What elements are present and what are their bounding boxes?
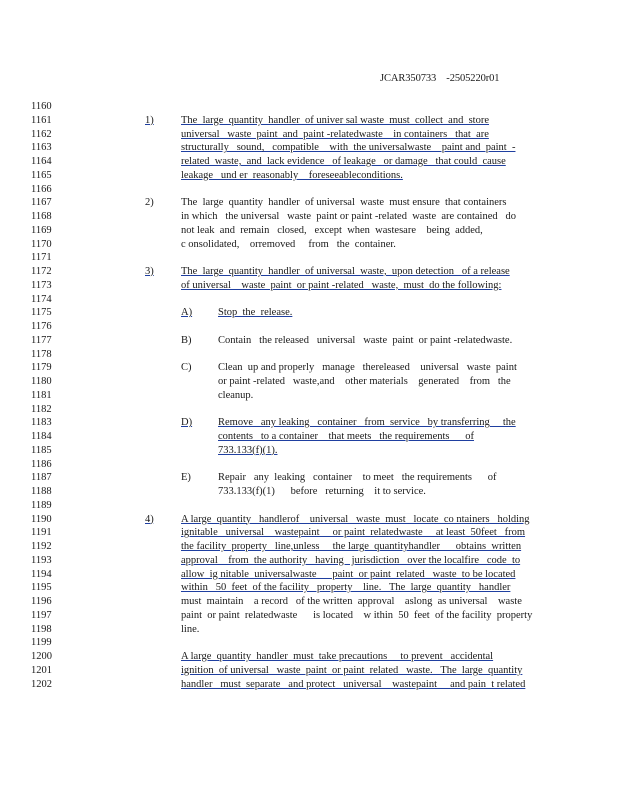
doc-revision: -2505220r01 xyxy=(446,73,500,84)
line-number: 1197 xyxy=(31,609,52,621)
text-line: 733.133(f)(1) before returning it to service. xyxy=(218,486,426,497)
item-label: 1) xyxy=(145,114,154,126)
text-line: Stop the release. xyxy=(218,307,293,319)
text-line: ignitable universal wastepaint or paint relatedwaste at least 50feet from xyxy=(181,527,526,539)
text-line: the facility property line,unless the large quantityhandler obtains written xyxy=(181,541,522,552)
text-line: structurally sound, compatible with the universalwaste paint and paint - xyxy=(181,142,516,154)
text-line: leakage und er reasonably foreseeableconditions. xyxy=(181,169,403,181)
text-line: The large quantity handler of universal waste must ensure that containers xyxy=(181,197,507,209)
item-label: B) xyxy=(181,334,192,346)
line-number: 1201 xyxy=(31,664,52,676)
line-number: 1170 xyxy=(31,238,52,250)
line-number: 1166 xyxy=(31,183,52,195)
text-line: Remove any leaking container from service by transferring the xyxy=(218,417,516,429)
line-number: 1176 xyxy=(31,321,52,332)
text-line: or paint -related waste,and other materials generated from the xyxy=(218,376,511,387)
line-number: 1187 xyxy=(31,472,52,484)
line-number: 1195 xyxy=(31,582,52,594)
line-number: 1178 xyxy=(31,348,52,360)
line-number: 1182 xyxy=(31,403,52,415)
line-number: 1196 xyxy=(31,596,52,607)
doc-id: JCAR350733 xyxy=(380,73,437,84)
text-line: allow ig nitable universalwaste paint or paint related waste to be located xyxy=(181,568,516,580)
line-number: 1169 xyxy=(31,224,52,236)
line-number: 1163 xyxy=(31,142,52,154)
line-number: 1180 xyxy=(31,376,52,387)
line-number: 1191 xyxy=(31,527,52,539)
line-number: 1175 xyxy=(31,307,52,319)
line-number: 1179 xyxy=(31,362,52,374)
text-line: in which the universal waste paint or paint -related waste are contained do xyxy=(181,211,517,222)
text-line: A large quantity handler must take precautions to prevent accidental xyxy=(181,651,494,662)
text-line: The large quantity handler of universal waste, upon detection of a release xyxy=(181,266,510,277)
text-line: within 50 feet of the facility property line. The large quantity handler xyxy=(181,582,511,594)
text-line: Contain the released universal waste paint or paint -relatedwaste. xyxy=(218,334,513,346)
item-label: 4) xyxy=(145,513,154,525)
line-number: 1200 xyxy=(31,651,52,662)
line-number: 1171 xyxy=(31,252,52,264)
item-label: E) xyxy=(181,472,191,484)
line-number: 1185 xyxy=(31,444,52,456)
line-number: 1162 xyxy=(31,128,52,140)
line-number: 1181 xyxy=(31,389,52,401)
text-line: of universal waste paint or paint -related waste, must do the following: xyxy=(181,279,502,291)
text-line: The large quantity handler of univer sal waste must collect and store xyxy=(181,114,490,126)
text-line: Clean up and properly manage thereleased universal waste paint xyxy=(218,362,517,374)
item-label: A) xyxy=(181,307,193,319)
line-number: 1194 xyxy=(31,568,52,580)
line-number: 1186 xyxy=(31,458,52,470)
line-number: 1167 xyxy=(31,197,52,209)
line-number: 1183 xyxy=(31,417,52,429)
text-line: contents to a container that meets the requirements of xyxy=(218,431,475,442)
line-number: 1192 xyxy=(31,541,52,552)
text-line: cleanup. xyxy=(218,389,254,401)
line-number: 1165 xyxy=(31,169,52,181)
text-line: c onsolidated, orremoved from the container. xyxy=(181,238,396,250)
text-line: universal waste paint and paint -relatedwaste in containers that are xyxy=(181,128,489,140)
line-number: 1199 xyxy=(31,637,52,649)
item-label: 2) xyxy=(145,197,154,209)
text-line: handler must separate and protect universal wastepaint and pain t related xyxy=(181,678,526,690)
text-line: line. xyxy=(181,623,200,635)
item-label: D) xyxy=(181,417,193,429)
text-line: A large quantity handlerof universal waste must locate co ntainers holding xyxy=(181,513,530,525)
page-header xyxy=(380,73,499,84)
text-line: paint or paint relatedwaste is located w ithin 50 feet of the facility property xyxy=(181,609,533,621)
item-label: C) xyxy=(181,362,192,374)
line-number: 1202 xyxy=(31,678,52,690)
text-line: ignition of universal waste paint or paint related waste. The large quantity xyxy=(181,664,523,676)
line-number: 1193 xyxy=(31,554,52,566)
line-number: 1160 xyxy=(31,101,52,112)
text-line: Repair any leaking container to meet the requirements of xyxy=(218,472,497,484)
line-number: 1161 xyxy=(31,114,52,126)
line-number: 1188 xyxy=(31,486,52,497)
text-line: related waste, and lack evidence of leakage or damage that could cause xyxy=(181,156,506,167)
line-number: 1164 xyxy=(31,156,52,167)
line-number: 1168 xyxy=(31,211,52,222)
line-number: 1174 xyxy=(31,293,52,305)
line-number: 1173 xyxy=(31,279,52,291)
line-number: 1189 xyxy=(31,499,52,511)
text-line: 733.133(f)(1). xyxy=(218,444,278,456)
line-number: 1190 xyxy=(31,513,52,525)
line-number: 1172 xyxy=(31,266,52,277)
line-number: 1177 xyxy=(31,334,52,346)
line-number: 1184 xyxy=(31,431,52,442)
line-number: 1198 xyxy=(31,623,52,635)
text-line: must maintain a record of the written approval aslong as universal waste xyxy=(181,596,522,607)
item-label: 3) xyxy=(145,266,154,277)
text-line: not leak and remain closed, except when wastesare being added, xyxy=(181,224,483,236)
text-line: approval from the authority having jurisdiction over the localfire code to xyxy=(181,554,521,566)
